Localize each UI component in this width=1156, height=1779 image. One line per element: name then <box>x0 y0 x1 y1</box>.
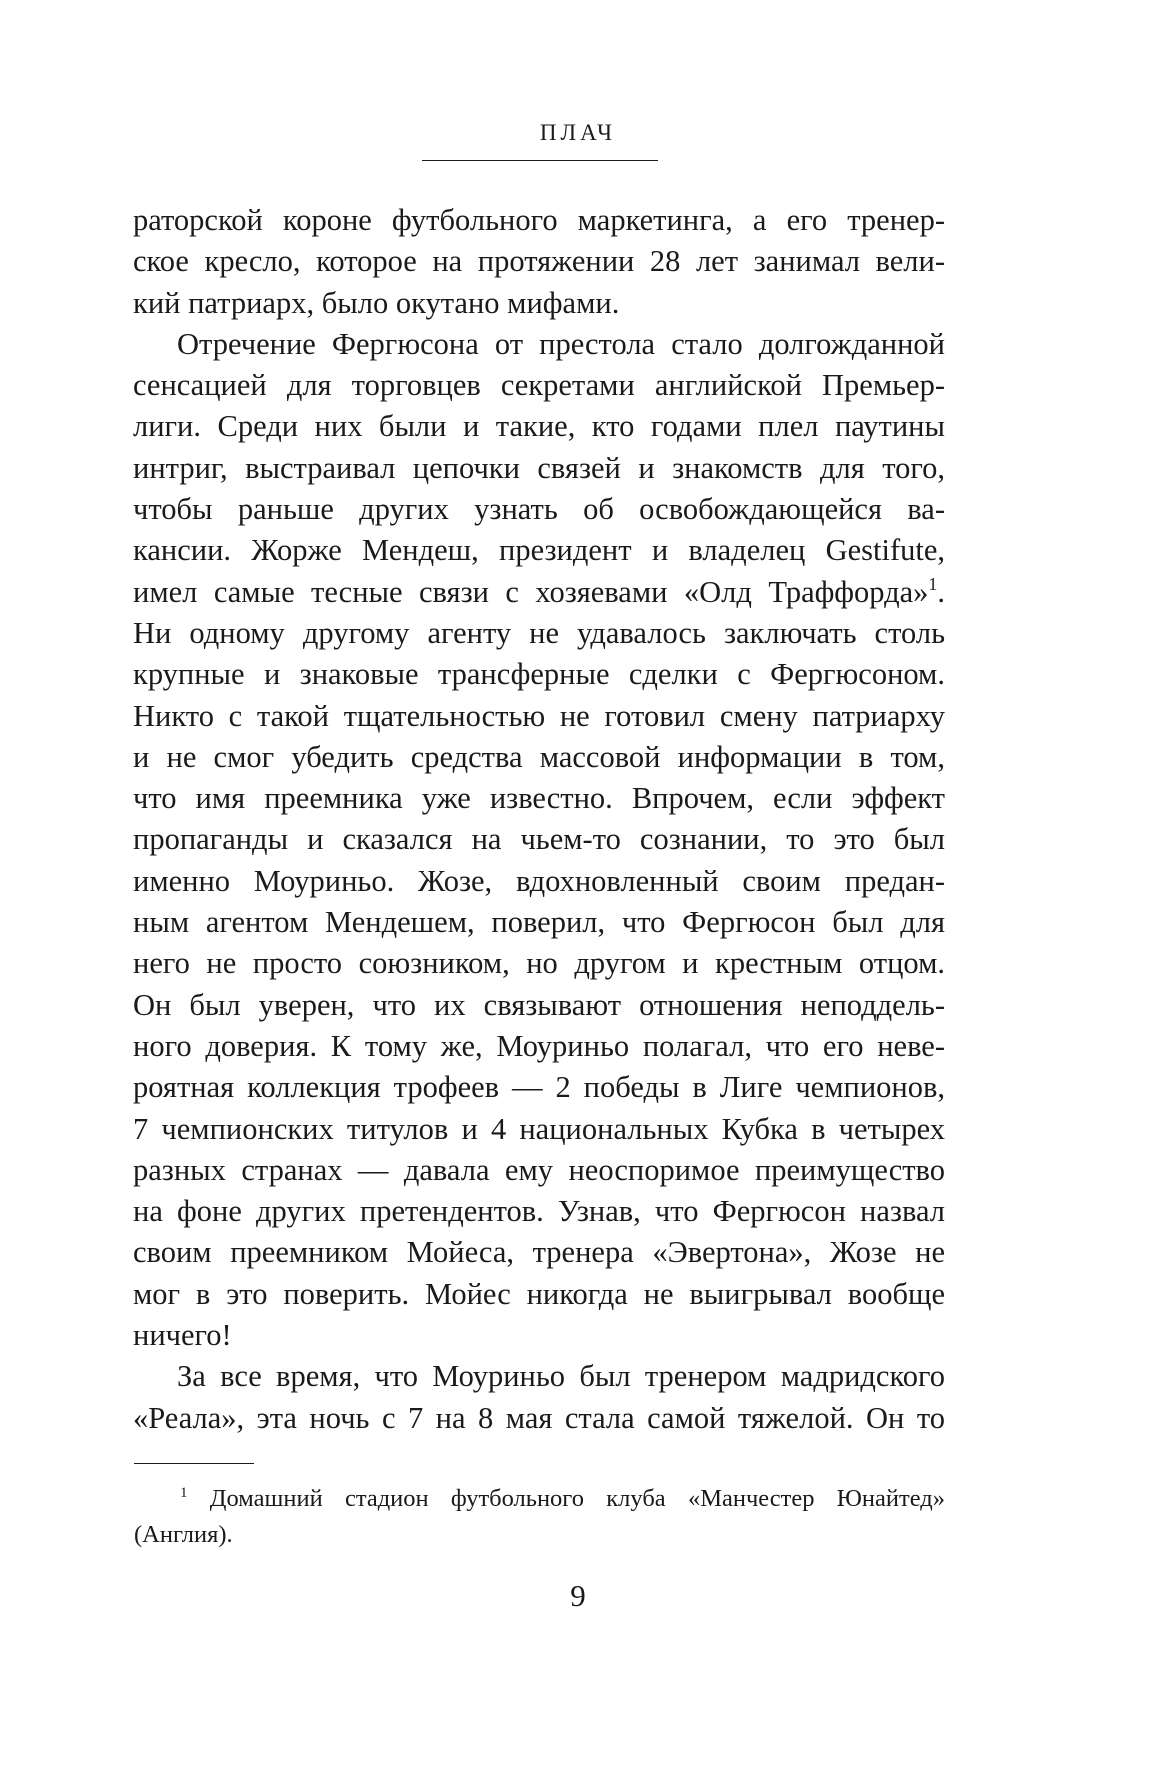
body-text <box>133 200 945 1439</box>
text-line: ным агентом Мендешем, поверил, что Фергюсон был для <box>133 905 945 940</box>
text-line: Он был уверен, что их связывают отношения неподдель- <box>133 987 945 1022</box>
footnote <box>134 1481 945 1553</box>
text-line-segment: имел самые тесные связи с хозяевами «Олд Траффорда» <box>133 574 929 609</box>
text-line: Никто с такой тщательностью не готовил смену патриарху <box>133 698 945 733</box>
text-line: кий патриарх, было окутано мифами. <box>133 285 620 320</box>
text-line: крупные и знаковые трансферные сделки с Фергюсоном. <box>133 657 945 692</box>
text-line-with-footnote-ref <box>133 572 945 613</box>
text-line-end: . <box>937 574 945 609</box>
page-number: 9 <box>570 1578 586 1613</box>
text-line: разных странах — давала ему неоспоримое преимущество <box>133 1152 945 1187</box>
footnote-reference: 1 <box>928 573 938 594</box>
text-line: раторской короне футбольного маркетинга, а его тренер- <box>133 203 945 237</box>
footnote-text: Домашний стадион футбольного клуба «Манчестер Юнайтед» <box>209 1485 946 1512</box>
text-line: что имя преемника уже известно. Впрочем, если эффект <box>133 781 945 816</box>
text-line: кансии. Жорже Мендеш, президент и владелец Gestifute, <box>133 533 945 568</box>
text-line: на фоне других претендентов. Узнав, что Фергюсон назвал <box>133 1194 945 1229</box>
footnote-line: (Англия). <box>134 1521 233 1548</box>
text-line: роятная коллекция трофеев — 2 победы в Лиге чемпионов, <box>133 1070 945 1105</box>
footnote-rule <box>134 1463 254 1464</box>
text-line: 7 чемпионских титулов и 4 национальных Кубка в четырех <box>133 1111 945 1146</box>
text-line: «Реала», эта ночь с 7 на 8 мая стала самой тяжелой. Он то <box>133 1400 945 1435</box>
text-line: сенсацией для торговцев секретами английской Премьер- <box>133 368 945 403</box>
text-line: именно Моуриньо. Жозе, вдохновленный своим предан- <box>133 863 945 898</box>
text-line: ничего! <box>133 1318 232 1353</box>
text-line: и не смог убедить средства массовой информации в том, <box>133 739 945 774</box>
text-line: За все время, что Моуриньо был тренером мадридского <box>177 1359 945 1394</box>
text-line: лиги. Среди них были и такие, кто годами плел паутины <box>133 409 945 444</box>
running-head: ПЛАЧ <box>539 120 617 145</box>
text-line: интриг, выстраивал цепочки связей и знакомств для того, <box>133 450 945 485</box>
footnote-line <box>134 1481 945 1517</box>
text-line: Ни одному другому агенту не удавалось заключать столь <box>133 615 945 650</box>
text-line: чтобы раньше других узнать об освобождающейся ва- <box>133 492 945 527</box>
running-head-rule <box>422 160 658 161</box>
footnote-marker: 1 <box>180 1485 188 1501</box>
text-line: Отречение Фергюсона от престола стало долгожданной <box>177 326 945 361</box>
text-line: ское кресло, которое на протяжении 28 лет занимал вели- <box>133 244 945 279</box>
text-line: него не просто союзником, но другом и крестным отцом. <box>133 946 945 981</box>
text-line: пропаганды и сказался на чьем-то сознании, то это был <box>133 822 945 857</box>
text-line: мог в это поверить. Мойес никогда не выигрывал вообще <box>133 1276 945 1311</box>
text-line: своим преемником Мойеса, тренера «Эвертона», Жозе не <box>133 1235 945 1270</box>
text-line: ного доверия. К тому же, Моуриньо полагал, что его неве- <box>133 1028 945 1063</box>
